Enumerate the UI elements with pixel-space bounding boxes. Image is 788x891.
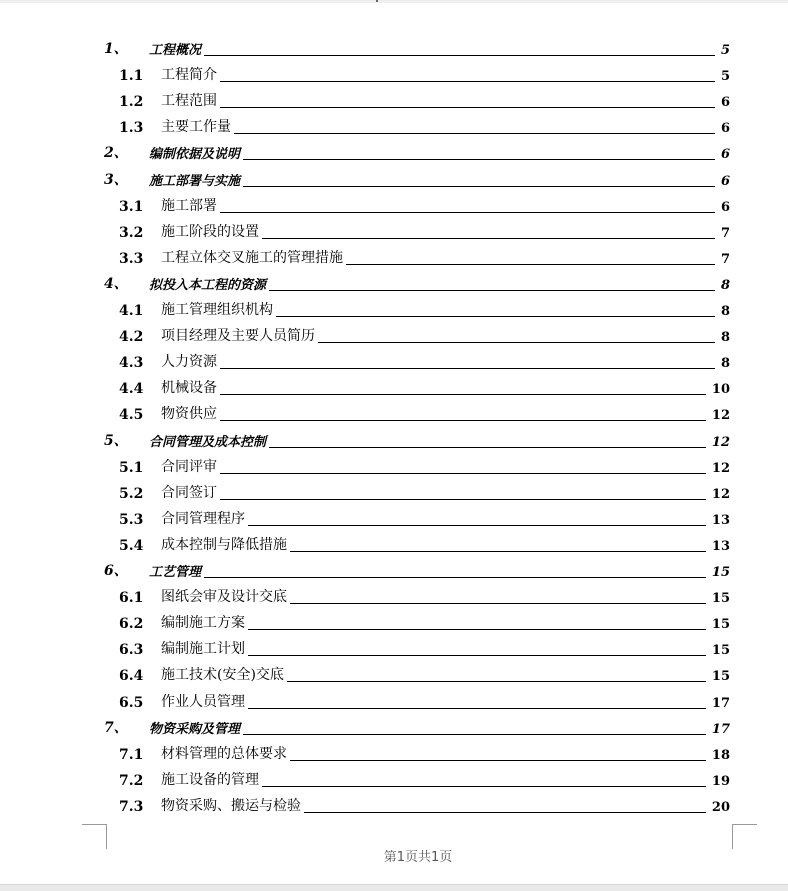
toc-entry-title: 编制施工方案 (161, 615, 245, 632)
toc-entry-page: 8 (720, 277, 730, 293)
toc-entry[interactable] (0, 715, 788, 741)
toc-entry[interactable] (0, 741, 788, 767)
toc-leader-line (243, 734, 706, 735)
page-footer: 第1页共1页 (383, 850, 453, 865)
toc-entry-page: 17 (711, 721, 730, 737)
toc-entry[interactable] (0, 88, 788, 114)
toc-entry[interactable] (0, 532, 788, 558)
toc-entry-page: 13 (711, 512, 730, 528)
toc-leader-line (248, 655, 706, 656)
toc-entry[interactable] (0, 193, 788, 219)
toc-entry-page: 5 (720, 43, 730, 58)
toc-leader-line (220, 394, 706, 395)
toc-leader-line (220, 81, 715, 82)
toc-entry[interactable] (0, 610, 788, 636)
toc-entry-title: 施工管理组织机构 (161, 302, 273, 318)
toc-entry[interactable] (0, 167, 788, 193)
toc-entry-number: 4.1 (119, 303, 144, 319)
toc-leader-line (262, 238, 715, 239)
toc-leader-line (220, 420, 706, 421)
top-strip (0, 0, 788, 3)
toc-leader-line (204, 55, 715, 56)
toc-entry-number: 6.5 (119, 694, 144, 711)
toc-entry-page: 6 (720, 95, 730, 111)
toc-entry-page: 8 (720, 356, 730, 372)
toc-entry[interactable] (0, 636, 788, 662)
toc-entry-title: 工程简介 (161, 67, 217, 84)
toc-entry-page: 15 (711, 591, 730, 607)
toc-entry[interactable] (0, 219, 788, 245)
toc-entry-page: 18 (711, 747, 730, 763)
toc-entry-page: 7 (720, 225, 730, 241)
toc-leader-line (243, 186, 715, 187)
toc-entry[interactable] (0, 349, 788, 375)
toc-entry-page: 8 (720, 330, 730, 346)
toc-entry-page: 6 (720, 121, 730, 137)
toc-entry[interactable] (0, 428, 788, 454)
toc-entry-page: 12 (711, 460, 730, 476)
toc-entry[interactable] (0, 140, 788, 166)
toc-entry-number: 4.3 (119, 355, 144, 372)
toc-entry-title: 施工部署与实施 (149, 173, 241, 189)
toc-entry-page: 7 (720, 251, 730, 267)
toc-entry-number: 7.2 (119, 772, 144, 789)
toc-entry-number: 3.3 (119, 250, 144, 267)
toc-leader-line (248, 708, 706, 709)
toc-entry-page: 20 (711, 799, 730, 815)
toc-entry-number: 1.1 (119, 68, 144, 85)
toc-entry-page: 17 (711, 695, 730, 711)
toc-leader-line (304, 812, 706, 813)
toc-leader-line (234, 133, 715, 134)
toc-entry-title: 合同管理及成本控制 (149, 434, 267, 450)
toc-entry[interactable] (0, 584, 788, 610)
toc-entry-number: 3、 (104, 171, 128, 188)
toc-entry-title: 工程概况 (149, 43, 202, 58)
toc-entry[interactable] (0, 401, 788, 427)
toc-entry-number: 3.1 (119, 198, 144, 215)
toc-entry-number: 6.4 (119, 668, 144, 685)
toc-entry[interactable] (0, 36, 788, 62)
toc-leader-line (220, 107, 715, 108)
toc-entry-title: 工程立体交叉施工的管理措施 (161, 249, 343, 266)
toc-entry-number: 6.3 (119, 642, 144, 659)
toc-leader-line (248, 629, 706, 630)
toc-entry-page: 10 (711, 382, 730, 398)
toc-entry-number: 7.1 (119, 746, 144, 763)
toc-entry-page: 12 (711, 408, 730, 424)
toc-entry-title: 人力资源 (161, 354, 217, 371)
toc-leader-line (318, 342, 715, 343)
toc-entry-number: 5.2 (119, 485, 144, 502)
toc-entry-page: 13 (711, 538, 730, 554)
toc-leader-line (276, 316, 715, 317)
toc-entry[interactable] (0, 323, 788, 349)
toc-leader-line (204, 577, 706, 578)
toc-entry-page: 5 (720, 69, 730, 85)
toc-entry-number: 6.1 (119, 590, 144, 607)
toc-leader-line (262, 786, 706, 787)
toc-entry-title: 拟投入本工程的资源 (149, 277, 267, 293)
toc-entry-page: 12 (711, 486, 730, 502)
toc-entry-number: 3.2 (119, 224, 144, 241)
toc-leader-line (346, 264, 715, 265)
toc-leader-line (290, 760, 706, 761)
toc-entry[interactable] (0, 375, 788, 401)
toc-entry-title: 合同评审 (161, 458, 217, 475)
toc-entry-page: 6 (720, 147, 730, 163)
toc-entry[interactable] (0, 454, 788, 480)
toc-entry-number: 6.2 (119, 616, 144, 633)
toc-entry[interactable] (0, 114, 788, 140)
toc-entry-page: 8 (720, 304, 730, 319)
toc-entry-number: 5.4 (119, 537, 144, 554)
toc-entry-title: 施工技术(安全)交底 (161, 667, 284, 684)
toc-leader-line (220, 212, 715, 213)
toc-entry-title: 物资采购、搬运与检验 (161, 797, 301, 814)
toc-entry[interactable] (0, 297, 788, 323)
toc-entry-number: 4、 (104, 275, 128, 292)
toc-entry-number: 7、 (104, 719, 128, 736)
toc-leader-line (269, 290, 715, 291)
toc-entry-number: 4.4 (119, 381, 144, 398)
toc-entry-title: 成本控制与降低措施 (161, 536, 287, 553)
toc-entry-title: 项目经理及主要人员简历 (161, 328, 315, 345)
toc-entry[interactable] (0, 245, 788, 271)
toc-entry-title: 施工阶段的设置 (161, 223, 259, 240)
toc-entry-title: 编制依据及说明 (149, 147, 241, 163)
toc-entry[interactable] (0, 271, 788, 297)
toc-entry[interactable] (0, 506, 788, 532)
toc-leader-line (243, 159, 715, 160)
toc-entry-number: 5.1 (119, 459, 144, 476)
toc-entry-page: 15 (711, 565, 730, 580)
toc-entry-title: 编制施工计划 (161, 641, 245, 658)
toc-leader-line (287, 681, 706, 682)
toc-leader-line (220, 473, 706, 474)
toc-entry-number: 4.5 (119, 407, 144, 424)
toc-entry-page: 6 (720, 173, 730, 189)
toc-entry-title: 物资采购及管理 (149, 721, 241, 737)
toc-entry-number: 4.2 (119, 329, 144, 346)
toc-entry-page: 15 (711, 669, 730, 685)
toc-entry-title: 材料管理的总体要求 (161, 745, 287, 762)
toc-leader-line (269, 447, 706, 448)
toc-entry[interactable] (0, 62, 788, 88)
toc-entry-page: 15 (711, 617, 730, 633)
toc-entry-title: 作业人员管理 (161, 693, 245, 710)
toc-entry-title: 主要工作量 (161, 119, 231, 136)
toc-entry-number: 2、 (104, 145, 128, 162)
toc-entry-title: 机械设备 (161, 380, 217, 397)
toc-entry[interactable] (0, 662, 788, 688)
toc-entry-number: 5、 (104, 432, 128, 449)
toc-entry-page: 6 (720, 199, 730, 215)
toc-leader-line (290, 551, 706, 552)
toc-entry-title: 施工设备的管理 (161, 771, 259, 788)
toc-entry-number: 1.3 (119, 120, 144, 137)
toc-entry-title: 施工部署 (161, 197, 217, 214)
toc-entry[interactable] (0, 689, 788, 715)
toc-entry-title: 工程范围 (161, 93, 217, 110)
toc-entry-title: 工艺管理 (149, 565, 202, 580)
toc-entry-number: 5.3 (119, 511, 144, 528)
cursor-mark (376, 0, 378, 2)
toc-entry[interactable] (0, 480, 788, 506)
toc-leader-line (220, 368, 715, 369)
toc-leader-line (248, 525, 706, 526)
toc-entry-title: 合同管理程序 (161, 510, 245, 527)
toc-entry[interactable] (0, 767, 788, 793)
toc-entry[interactable] (0, 558, 788, 584)
toc-entry-title: 图纸会审及设计交底 (161, 589, 287, 606)
toc-entry-title: 物资供应 (161, 406, 217, 423)
toc-entry-number: 6、 (104, 563, 128, 579)
toc-entry-number: 1.2 (119, 94, 144, 111)
toc-leader-line (290, 603, 706, 604)
toc-entry-page: 19 (711, 773, 730, 789)
toc-entry[interactable] (0, 793, 788, 819)
toc-entry-title: 合同签订 (161, 484, 217, 501)
toc-entry-number: 1、 (104, 41, 128, 57)
toc-entry-number: 7.3 (119, 798, 144, 815)
toc-entry-page: 15 (711, 643, 730, 659)
toc-leader-line (220, 499, 706, 500)
toc-entry-page: 12 (711, 434, 730, 450)
